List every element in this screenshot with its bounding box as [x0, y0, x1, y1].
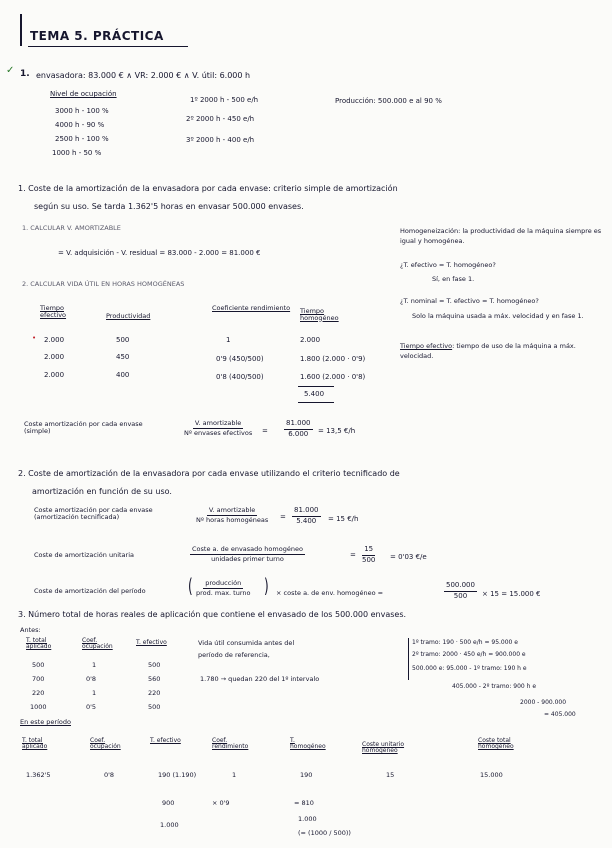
- page-title: TEMA 5. PRÁCTICA: [30, 29, 164, 43]
- q1-result: = 13,5 €/h: [318, 427, 356, 435]
- table-header: Tiempo homogéneo: [300, 307, 339, 322]
- level-item: 3000 h - 100 %: [55, 107, 109, 115]
- note-question-a: ¿T. efectivo = T. homogéneo?: [400, 261, 496, 269]
- q3-cell: 1000: [30, 703, 47, 711]
- check-icon: ✓: [6, 65, 15, 76]
- fraction-denominator: 6.000: [288, 429, 309, 438]
- q3-cell: 220: [148, 689, 161, 697]
- total-box: [298, 402, 334, 403]
- fraction-denominator: 500: [362, 555, 376, 564]
- period-header: T. efectivo: [150, 737, 181, 744]
- exercise-number: 1.: [20, 69, 30, 79]
- note-effective-text: : tiempo de uso de la máquina a máx. velocidad.: [400, 342, 576, 361]
- q2-b-value-fraction: [362, 546, 375, 564]
- q2-line1: 2. Coste de amortización de la envasadora por cada envase utilizando el criterio tecnificado de: [18, 469, 400, 478]
- period-extra: × 0'9: [212, 799, 230, 807]
- q3-right-line: 405.000 - 2º tramo: 900 h e: [452, 683, 537, 690]
- fraction-numerator: 81.000: [292, 507, 321, 517]
- q3-right-line: 500.000 e: 95.000 - 1º tramo: 190 h e: [412, 665, 527, 672]
- table-cell: 0'8 (400/500): [216, 373, 264, 381]
- table-cell: 2.000: [44, 371, 65, 379]
- equals-sign: =: [262, 427, 268, 435]
- q3-cell: 0'8: [86, 675, 97, 683]
- period-header: T. homogéneo: [290, 737, 326, 750]
- table-cell: 1.800 (2.000 · 0'9): [300, 355, 366, 363]
- q1-hours-heading: 2. CALCULAR VIDA ÚTIL EN HORAS HOMOGÉNEAS: [22, 280, 185, 288]
- fraction-denominator: Nº envases efectivos: [184, 429, 253, 438]
- table-cell: 2.000: [44, 336, 65, 344]
- table-header: Tiempo efectivo: [40, 304, 67, 319]
- table-cell: 400: [116, 371, 130, 379]
- period-header: Coef. rendimiento: [212, 737, 249, 750]
- q1-result-label: Coste amortización por cada envase (simple): [24, 420, 143, 435]
- equals-sign: =: [350, 551, 356, 559]
- shift-item: 2º 2000 h - 450 e/h: [186, 115, 255, 123]
- q1-value-fraction: [284, 420, 313, 438]
- q1-result-fraction: [184, 420, 252, 437]
- fraction-denominator: prod. max. turno: [196, 589, 251, 598]
- period-cell: 190: [300, 771, 313, 779]
- table-header: Coeficiente rendimiento: [212, 304, 291, 312]
- period-extra: 1.000: [160, 821, 179, 829]
- q3-period-label: En este período: [20, 718, 71, 726]
- note-homogeneization: Homogeneización: la productividad de la máquina siempre es igual y homogénea.: [400, 227, 602, 246]
- levels-heading: Nivel de ocupación: [50, 90, 117, 98]
- production-note: Producción: 500.000 e al 90 %: [335, 97, 442, 105]
- q3-right-line: 1º tramo: 190 · 500 e/h = 95.000 e: [412, 639, 518, 646]
- q2-line2: amortización en función de su uso.: [32, 487, 172, 496]
- period-header: Coste unitario homogéneo: [362, 741, 405, 754]
- q2-a-result: = 15 €/h: [328, 515, 359, 523]
- period-header: Coef. ocupación: [90, 737, 121, 750]
- q2-c-result: × 15 = 15.000 €: [482, 590, 541, 598]
- bullet-icon: •: [32, 334, 37, 342]
- paren-open: (: [188, 574, 193, 598]
- q2-c-value-fraction: [444, 582, 477, 600]
- fraction-numerator: producción: [203, 580, 243, 589]
- q3-cell: 500: [32, 661, 45, 669]
- fraction-denominator: 5.400: [296, 516, 317, 525]
- table-cell: 1.600 (2.000 · 0'8): [300, 373, 366, 381]
- fraction-denominator: 500: [453, 591, 468, 600]
- note-effective: [400, 341, 608, 362]
- table-cell: 450: [116, 353, 130, 361]
- fraction-numerator: Coste a. de envasado homogéneo: [190, 546, 305, 555]
- fraction-numerator: 500.000: [444, 582, 477, 592]
- q2-b-fraction: [190, 546, 305, 563]
- table-cell: 2.000: [44, 353, 65, 361]
- q2-a-label: Coste amortización por cada envase (amortización tecnificada): [34, 506, 153, 521]
- q3-header: T. total aplicado: [26, 637, 52, 650]
- right-brace: [408, 638, 409, 680]
- note-answer-a: Sí, en fase 1.: [432, 275, 475, 283]
- table-header: Productividad: [106, 312, 151, 320]
- title-underline: [28, 46, 188, 47]
- period-extra: 1.000: [298, 815, 317, 823]
- q3-right-line: 2000 - 900.000: [520, 699, 567, 706]
- period-extra: (= (1000 / 500)): [298, 829, 351, 837]
- exercise-statement: envasadora: 83.000 € ∧ VR: 2.000 € ∧ V. útil: 6.000 h: [36, 71, 251, 80]
- period-cell: 190 (1.190): [158, 771, 197, 779]
- q2-c-fraction: [196, 580, 251, 597]
- q2-b-label: Coste de amortización unitaria: [34, 551, 135, 559]
- q3-cell: 0'5: [86, 703, 97, 711]
- q2-a-fraction: [196, 507, 268, 524]
- q3-cell: 560: [148, 675, 161, 683]
- q3-cell: 1: [92, 661, 97, 669]
- q3-line: 3. Número total de horas reales de aplicación que contiene el envasado de los 500.000 envases.: [18, 610, 407, 619]
- q3-mid-line2: período de referencia,: [198, 651, 270, 659]
- q2-a-value-fraction: [292, 507, 321, 525]
- fraction-numerator: V. amortizable: [193, 420, 243, 429]
- q3-before: Antes:: [20, 626, 41, 634]
- table-cell: 0'9 (450/500): [216, 355, 264, 363]
- fraction-numerator: 81.000: [284, 420, 313, 430]
- paren-close: ): [264, 574, 269, 598]
- fraction-denominator: unidades primer turno: [211, 555, 284, 564]
- q1-line1: 1. Coste de la amortización de la envasadora por cada envase: criterio simple de amortización: [18, 184, 398, 193]
- q2-c-rest: × coste a. de env. homogéneo =: [276, 589, 384, 597]
- q2-c-label: Coste de amortización del período: [34, 587, 146, 595]
- q3-cell: 220: [32, 689, 45, 697]
- q3-mid-line1: Vida útil consumida antes del: [198, 639, 295, 647]
- fraction-denominator: Nº horas homogéneas: [196, 516, 269, 525]
- fraction-numerator: 15: [362, 546, 375, 556]
- q3-cell: 700: [32, 675, 45, 683]
- q1-line2: según su uso. Se tarda 1.362'5 horas en envasar 500.000 envases.: [34, 202, 304, 211]
- q3-cell: 500: [148, 703, 161, 711]
- q3-header: Coef. ocupación: [82, 637, 113, 650]
- q1-calc-line: = V. adquisición - V. residual = 83.000 - 2.000 = 81.000 €: [58, 249, 261, 257]
- note-answer-b: Solo la máquina usada a máx. velocidad y en fase 1.: [412, 312, 584, 320]
- period-extra: 900: [162, 799, 175, 807]
- q2-b-result: = 0'03 €/e: [390, 553, 427, 561]
- period-cell: 1.362'5: [26, 771, 51, 779]
- table-cell: 2.000: [300, 336, 321, 344]
- shift-item: 3º 2000 h - 400 e/h: [186, 136, 255, 144]
- period-cell: 1: [232, 771, 237, 779]
- q3-mid-line3: 1.780 → quedan 220 del 1º intervalo: [200, 675, 320, 683]
- q3-cell: 1: [92, 689, 97, 697]
- note-question-b: ¿T. nominal = T. efectivo = T. homogéneo?: [400, 297, 539, 305]
- period-cell: 15: [386, 771, 395, 779]
- level-item: 4000 h - 90 %: [55, 121, 105, 129]
- note-effective-title: Tiempo efectivo: [400, 342, 453, 350]
- q1-calc-heading: 1. CALCULAR V. AMORTIZABLE: [22, 224, 121, 232]
- table-cell: 1: [226, 336, 231, 344]
- period-extra: = 810: [294, 799, 314, 807]
- total-rule: [298, 386, 334, 387]
- period-header: T. total aplicado: [22, 737, 48, 750]
- level-item: 1000 h - 50 %: [52, 149, 102, 157]
- table-total: 5.400: [304, 390, 325, 398]
- level-item: 2500 h - 100 %: [55, 135, 109, 143]
- q3-header: T. efectivo: [136, 639, 167, 646]
- table-cell: 500: [116, 336, 130, 344]
- q3-cell: 500: [148, 661, 161, 669]
- period-cell: 15.000: [480, 771, 503, 779]
- q3-right-line: = 405.000: [544, 711, 576, 718]
- period-header: Coste total homogéneo: [478, 737, 514, 750]
- fraction-numerator: V. amortizable: [207, 507, 257, 516]
- equals-sign: =: [280, 513, 286, 521]
- shift-item: 1º 2000 h - 500 e/h: [190, 96, 259, 104]
- q3-right-line: 2º tramo: 2000 · 450 e/h = 900.000 e: [412, 651, 526, 658]
- period-cell: 0'8: [104, 771, 115, 779]
- title-margin-rule: [20, 14, 22, 46]
